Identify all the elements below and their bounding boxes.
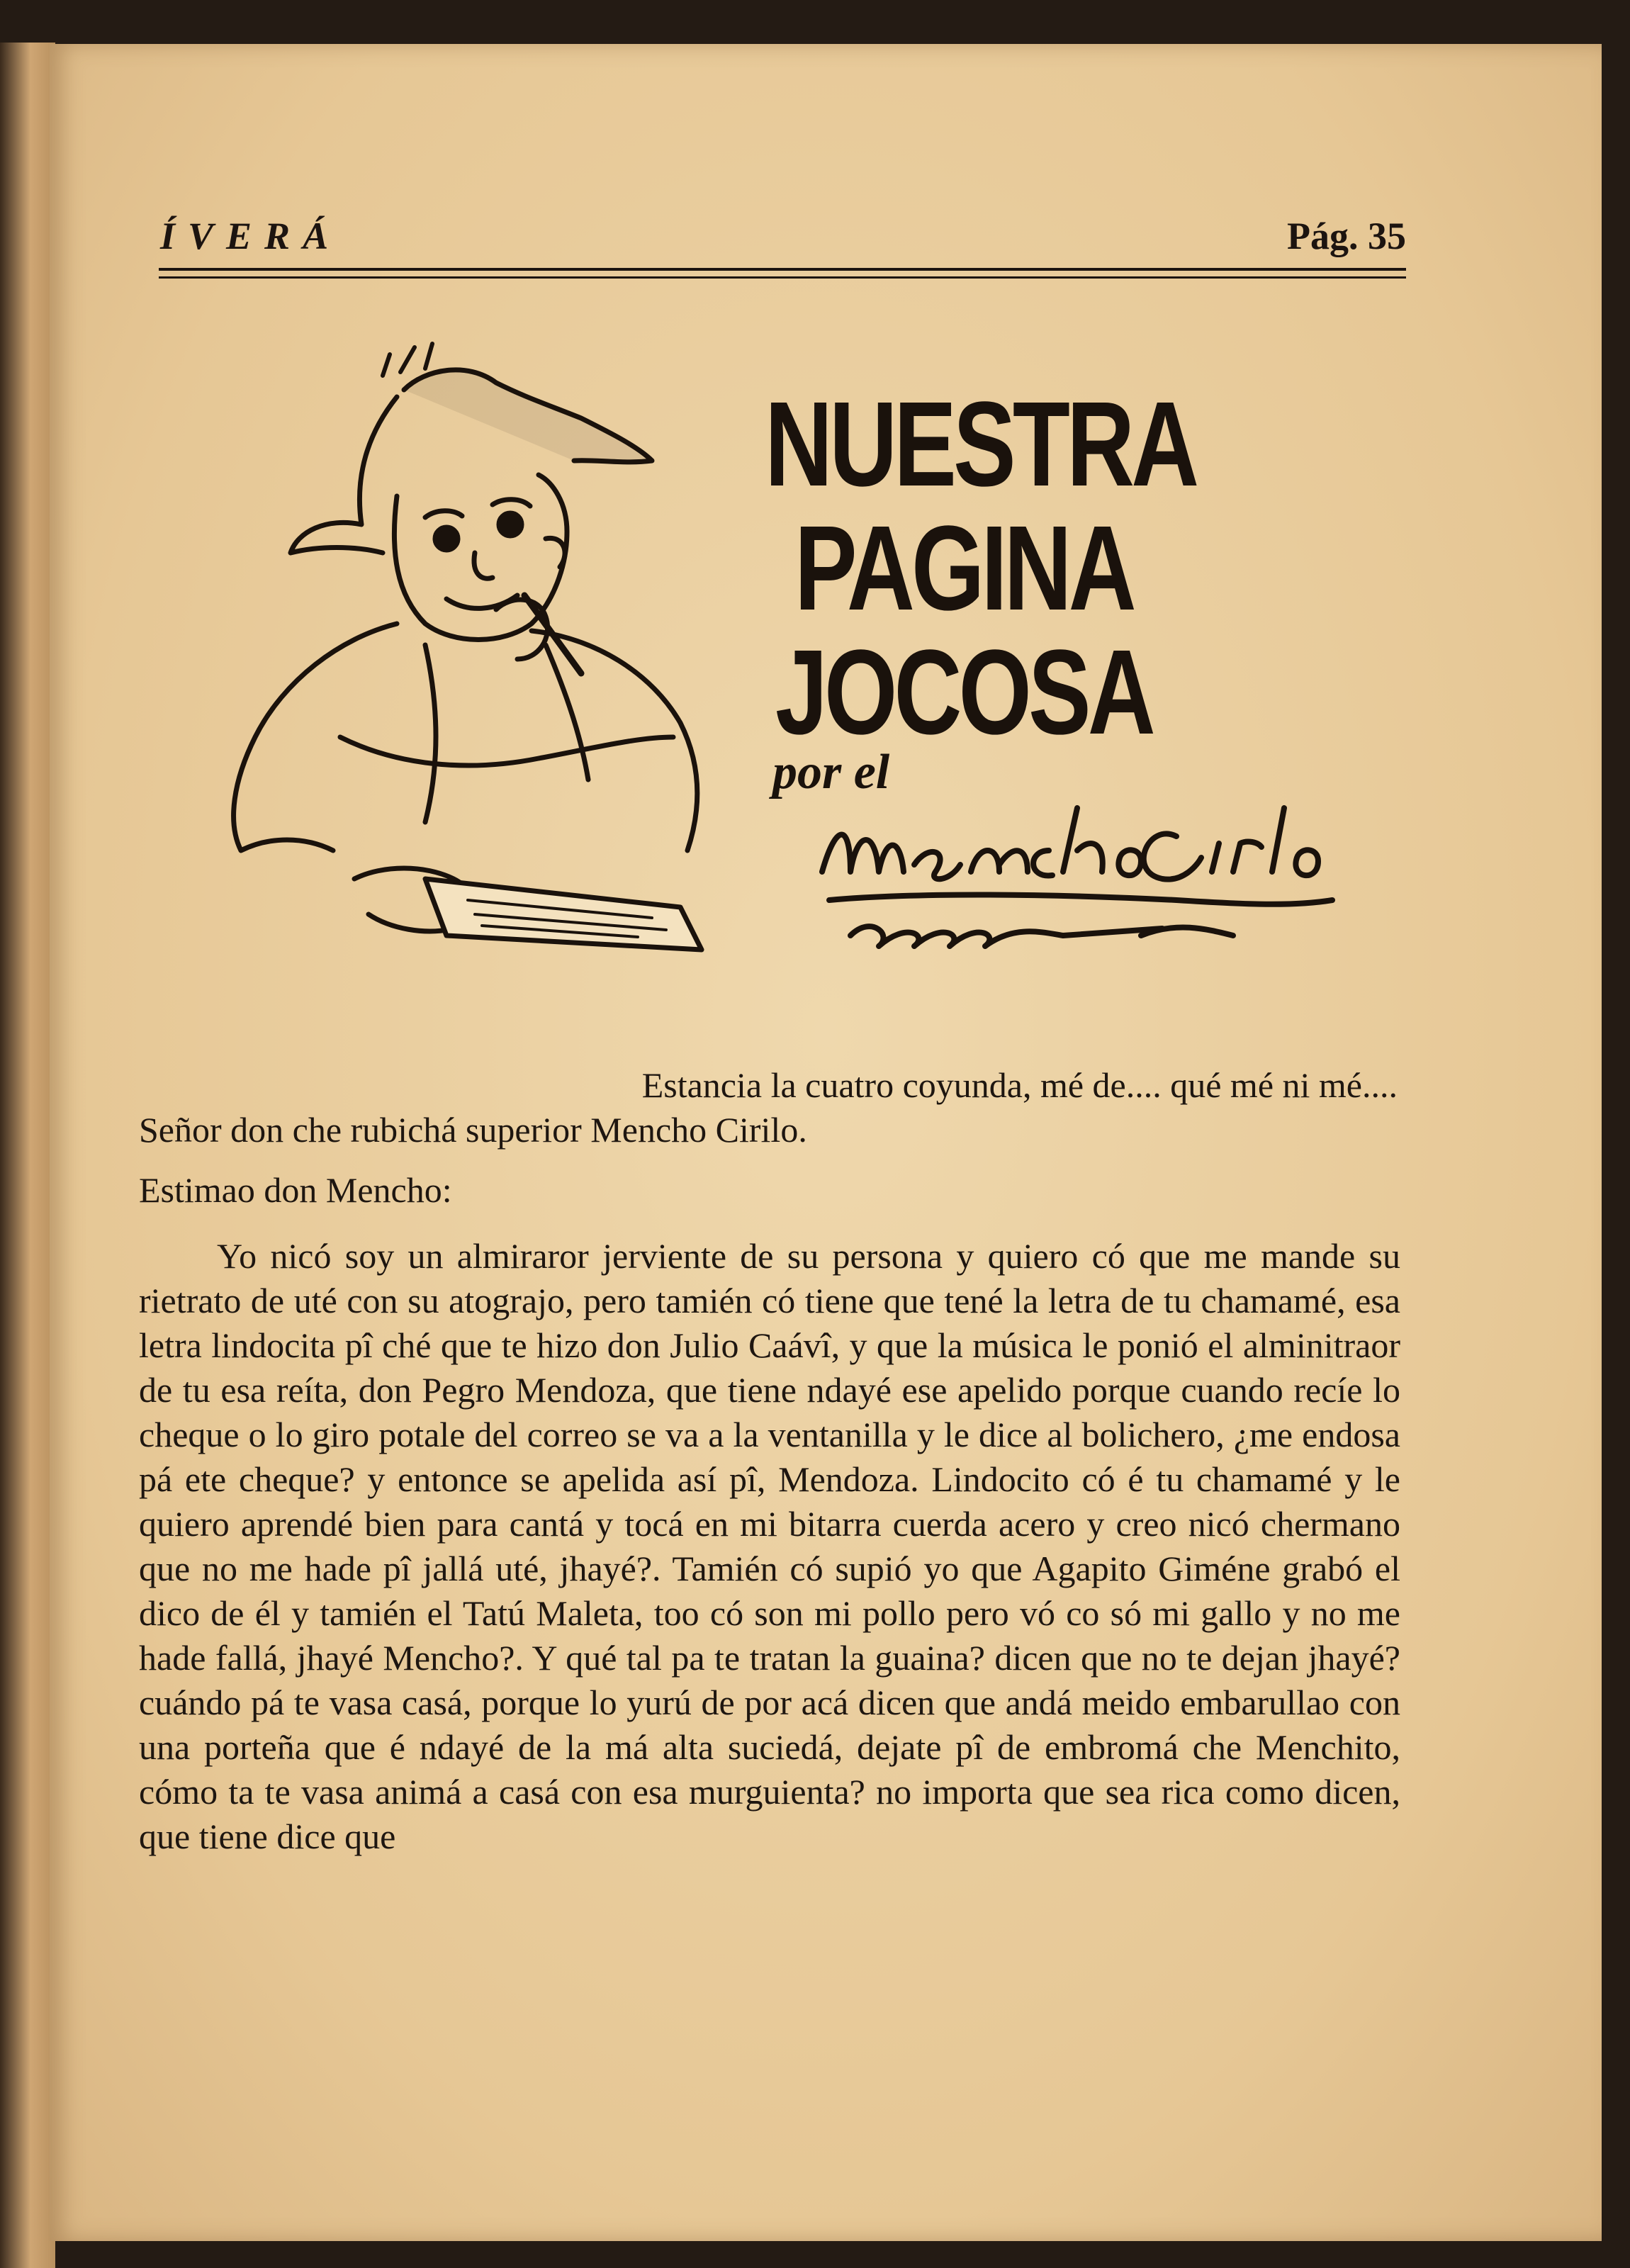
header-rule — [159, 268, 1406, 271]
title-line-3: JOCOSA — [775, 625, 1152, 760]
title-line-1: NUESTRA — [765, 377, 1196, 512]
letter-body: Yo nicó soy un almiraror jerviente de su persona y quiero có que me mande su rietrato de uté con su atograjo, pero tamién có tiene que tené la letra de tu chamamé, esa letra lindocita pî ché que te hizo don Julio Caávî, y que la música le ponió el alminitraor de tu esa reíta, don Pegro Mendoza, que tiene ndayé ese apelido porque cuando recíe lo cheque o lo giro potale del correo se va a la ventanilla y le dice al bolichero, ¿me endosa pá ete cheque? y entonce se apelida así pî, Mendoza. Lindocito có é tu chamamé y le quiero aprendé bien para cantá y tocá en mi bitarra cuerda acero y creo nicó chermano que no me hade pî jallá uté, jhayé?. Tamién có supió yo que Agapito Giméne grabó el dico de él y tamién el Tatú Maleta, too có son mi pollo pero vó co só mi gallo y no me hade fallá, jhayé Mencho?. Y qué tal pa te tratan la guaina? dicen que no te dejan jhayé? cuándo pá te vasa casá, porque lo yurú de por acá dicen que andá meido embarullao con una porteña que é ndayé de la má alta suciedá, dejate pî de embromá che Menchito, cómo ta te vasa animá a casá con esa murguienta? no importa que sea rica como dicen, que tiene dice que — [139, 1236, 1400, 1856]
byline: por el — [772, 745, 890, 799]
letter-heading: Estancia la cuatro coyunda, mé de.... qué mé ni mé.... — [641, 1065, 1398, 1105]
signature-flourish — [808, 794, 1347, 964]
page-header — [112, 177, 1406, 291]
letter-salutation: Estimao don Mencho: — [139, 1170, 452, 1210]
title-line-2: PAGINA — [794, 501, 1133, 636]
running-title: ÍVERÁ — [160, 215, 342, 257]
book-binding — [0, 43, 55, 2268]
article-title — [709, 377, 1219, 760]
letter — [139, 1063, 1400, 1859]
cartoon-boy-illustration — [213, 340, 751, 978]
page-number: Pág. 35 — [1287, 215, 1406, 257]
letter-address: Señor don che rubichá superior Mencho Cirilo. — [139, 1110, 807, 1150]
header-rule-thin — [159, 276, 1406, 279]
